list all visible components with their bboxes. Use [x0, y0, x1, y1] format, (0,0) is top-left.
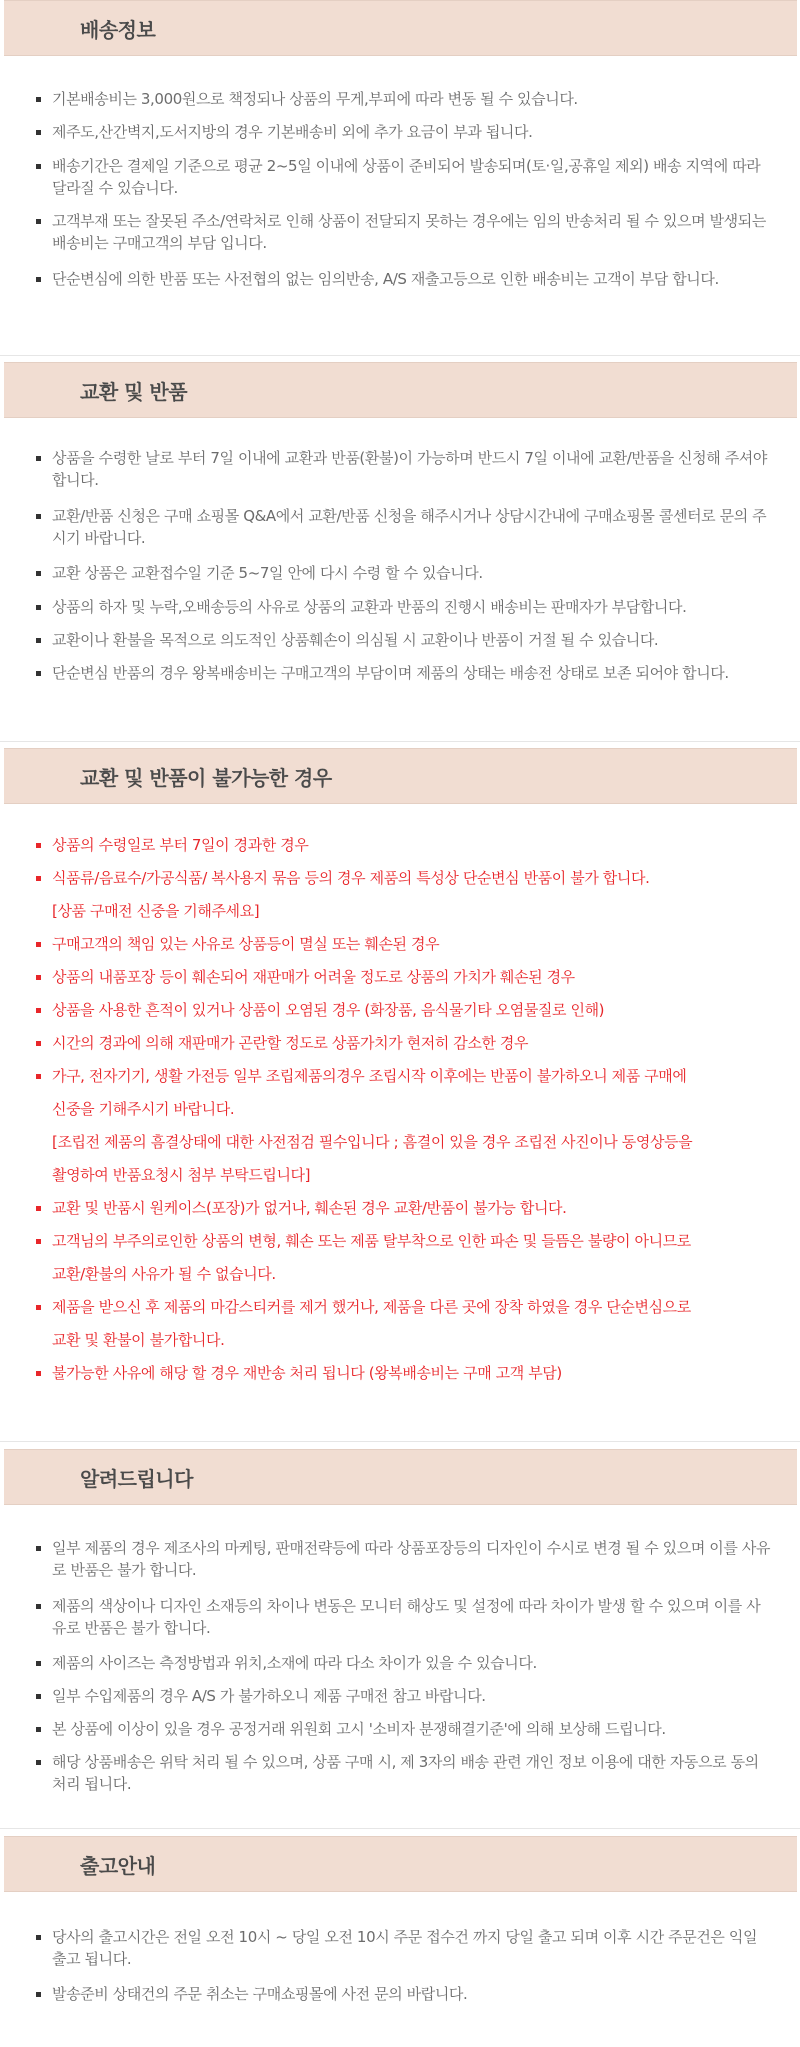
divider	[0, 741, 800, 742]
list-item: 구매고객의 책임 있는 사유로 상품등이 멸실 또는 훼손된 경우	[52, 928, 772, 960]
divider	[0, 1828, 800, 1829]
list-item: 제품의 사이즈는 측정방법과 위치,소재에 따라 다소 차이가 있을 수 있습니다.	[52, 1652, 772, 1674]
notice-line: [상품 구매전 신중을 기해주세요]	[52, 902, 260, 920]
divider	[0, 355, 800, 356]
section-header	[4, 1449, 797, 1505]
section-title: 교환 및 반품이 불가능한 경우	[80, 766, 332, 790]
section-header	[4, 1836, 797, 1892]
list-item: 상품을 수령한 날로 부터 7일 이내에 교환과 반품(환불)이 가능하며 반드시 7일 이내에 교환/반품을 신청해 주셔야 합니다.	[52, 447, 772, 491]
list-item: 고객부재 또는 잘못된 주소/연락처로 인해 상품이 전달되지 못하는 경우에는 임의 반송처리 될 수 있으며 발생되는 배송비는 구매고객의 부담 입니다.	[52, 210, 772, 254]
list-item: 단순변심에 의한 반품 또는 사전협의 없는 임의반송, A/S 재출고등으로 인한 배송비는 고객이 부담 합니다.	[52, 268, 772, 290]
list-item: 발송준비 상태건의 주문 취소는 구매쇼핑몰에 사전 문의 바랍니다.	[52, 1983, 772, 2005]
section-header	[4, 0, 797, 56]
list-item: 제품을 받으신 후 제품의 마감스티커를 제거 했거나, 제품을 다른 곳에 장착 하였을 경우 단순변심으로	[52, 1291, 772, 1323]
list-item: 당사의 출고시간은 전일 오전 10시 ~ 당일 오전 10시 주문 접수건 까지 당일 출고 되며 이후 시간 주문건은 익일 출고 됩니다.	[52, 1926, 772, 1970]
divider	[0, 1441, 800, 1442]
list-item: 고객님의 부주의로인한 상품의 변형, 훼손 또는 제품 탈부착으로 인한 파손 및 들뜸은 불량이 아니므로	[52, 1225, 772, 1257]
list-item: 일부 수입제품의 경우 A/S 가 불가하오니 제품 구매전 참고 바랍니다.	[52, 1685, 772, 1707]
list-item: 상품의 내품포장 등이 훼손되어 재판매가 어려울 정도로 상품의 가치가 훼손된 경우	[52, 961, 772, 993]
list-item: 식품류/음료수/가공식품/ 복사용지 묶음 등의 경우 제품의 특성상 단순변심 반품이 불가 합니다.	[52, 862, 772, 894]
list-item: 교환/반품 신청은 구매 쇼핑몰 Q&A에서 교환/반품 신청을 해주시거나 상담시간내에 구매쇼핑몰 콜센터로 문의 주시기 바랍니다.	[52, 505, 772, 549]
list-item: 기본배송비는 3,000원으로 책정되나 상품의 무게,부피에 따라 변동 될 수 있습니다.	[52, 88, 772, 110]
list-item: 교환 상품은 교환접수일 기준 5~7일 안에 다시 수령 할 수 있습니다.	[52, 562, 772, 584]
section-header	[4, 748, 797, 804]
list-item: 제주도,산간벽지,도서지방의 경우 기본배송비 외에 추가 요금이 부과 됩니다.	[52, 121, 772, 143]
continuation-line: 교환/환불의 사유가 될 수 없습니다.	[52, 1265, 276, 1283]
list-item: 본 상품에 이상이 있을 경우 공정거래 위원회 고시 '소비자 분쟁해결기준'에 의해 보상해 드립니다.	[52, 1718, 772, 1740]
notice-line: 촬영하여 반품요청시 첨부 부탁드립니다]	[52, 1166, 311, 1184]
list-item: 시간의 경과에 의해 재판매가 곤란할 정도로 상품가치가 현저히 감소한 경우	[52, 1027, 772, 1059]
list-item: 일부 제품의 경우 제조사의 마케팅, 판매전략등에 따라 상품포장등의 디자인이 수시로 변경 될 수 있으며 이를 사유로 반품은 불가 합니다.	[52, 1539, 771, 1579]
list-item: 배송기간은 결제일 기준으로 평균 2~5일 이내에 상품이 준비되어 발송되며(토·일,공휴일 제외) 배송 지역에 따라 달라질 수 있습니다.	[52, 155, 772, 199]
list-item: 상품의 수령일로 부터 7일이 경과한 경우	[52, 829, 772, 861]
section-header	[4, 362, 797, 418]
list-item: 가구, 전자기기, 생활 가전등 일부 조립제품의경우 조립시작 이후에는 반품이 불가하오니 제품 구매에	[52, 1060, 772, 1092]
list-item: 상품의 하자 및 누락,오배송등의 사유로 상품의 교환과 반품의 진행시 배송비는 판매자가 부담합니다.	[52, 596, 772, 618]
notice-line: [조립전 제품의 흠결상태에 대한 사전점검 필수입니다 ; 흠결이 있을 경우 조립전 사진이나 동영상등을	[52, 1133, 693, 1151]
list-item: 상품을 사용한 흔적이 있거나 상품이 오염된 경우 (화장품, 음식물기타 오염물질로 인해)	[52, 994, 772, 1026]
list-item: 제품의 색상이나 디자인 소재등의 차이나 변동은 모니터 해상도 및 설정에 따라 차이가 발생 할 수 있으며 이를 사유로 반품은 불가 합니다.	[52, 1595, 772, 1639]
section-title: 알려드립니다	[80, 1467, 193, 1491]
list-item: 교환이나 환불을 목적으로 의도적인 상품훼손이 의심될 시 교환이나 반품이 거절 될 수 있습니다.	[52, 629, 772, 651]
list-item: 교환 및 반품시 원케이스(포장)가 없거나, 훼손된 경우 교환/반품이 불가능 합니다.	[52, 1192, 772, 1224]
list-item: 해당 상품배송은 위탁 처리 될 수 있으며, 상품 구매 시, 제 3자의 배송 관련 개인 정보 이용에 대한 자동으로 동의 처리 됩니다.	[52, 1751, 772, 1795]
continuation-line: 신중을 기해주시기 바랍니다.	[52, 1100, 235, 1118]
list-item: 단순변심 반품의 경우 왕복배송비는 구매고객의 부담이며 제품의 상태는 배송전 상태로 보존 되어야 합니다.	[52, 662, 772, 684]
section-title: 교환 및 반품	[80, 380, 188, 404]
list-item: 불가능한 사유에 해당 할 경우 재반송 처리 됩니다 (왕복배송비는 구매 고객 부담)	[52, 1357, 772, 1389]
section-title: 배송정보	[80, 18, 156, 42]
section-title: 출고안내	[80, 1854, 156, 1878]
continuation-line: 교환 및 환불이 불가합니다.	[52, 1331, 225, 1349]
